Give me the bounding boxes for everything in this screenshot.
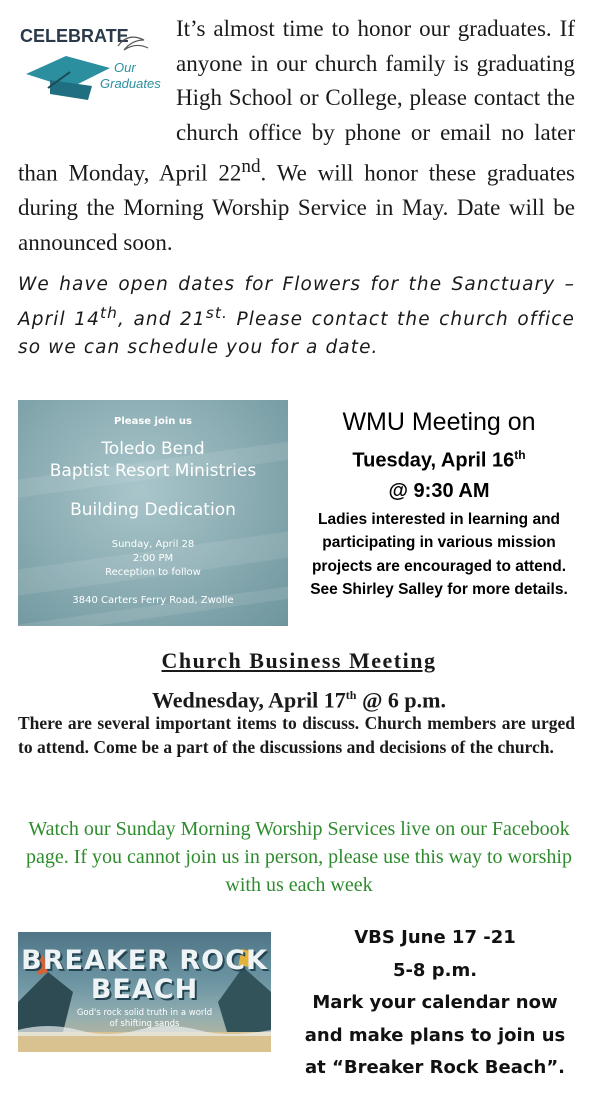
graduates-announcement: It’s almost time to honor our graduates. If anyone in our church family is graduating High School or College, please contact the church office by phone or email no later than Monday, April 22nd. We will honor these graduates during the Morning Worship Service in May. Date will be announced soon. (18, 16, 576, 255)
wmu-date: Tuesday, April 16th (352, 448, 526, 472)
vbs-logo-tagline: God's rock solid truth in a world of shifting sands (76, 1008, 213, 1029)
facebook-livestream-note: Watch our Sunday Morning Worship Services live on our Facebook page. If you cannot join us in person, please use this way to worship with us each week (25, 818, 572, 896)
building-dedication-flyer (18, 400, 288, 626)
vbs-line-4: and make plans to join us (304, 1024, 566, 1046)
logo-word-our: Our (114, 60, 136, 75)
vbs-dates: VBS June 17 -21 (354, 927, 516, 948)
wmu-title: WMU Meeting on (342, 408, 536, 436)
logo-word-graduates: Graduates (100, 76, 161, 91)
wmu-description: Ladies interested in learning and participating in various mission projects are encouraged to attend. See Shirley Salley for more details. (310, 510, 568, 599)
wmu-time: @ 9:30 AM (388, 479, 490, 502)
vbs-announcement (290, 922, 580, 1085)
vbs-logo-title: BREAKER ROCK BEACH (21, 945, 268, 1005)
business-meeting-description: There are several important items to discuss. Church members are urged to attend. Come be a part of the discussions and decisions of the church. (18, 713, 575, 757)
wmu-meeting (298, 400, 580, 602)
flyer-details: Sunday, April 28 2:00 PM Reception to follow (105, 539, 201, 578)
flyer-invite: Please join us (114, 416, 192, 427)
vbs-time: 5-8 p.m. (392, 959, 478, 981)
flyer-title: Toledo Bend Baptist Resort Ministries (49, 439, 257, 481)
logo-word-celebrate: CELEBRATE (20, 26, 129, 46)
breaker-rock-beach-logo (18, 932, 271, 1052)
vbs-line-5: at “Breaker Rock Beach”. (305, 1057, 565, 1078)
business-meeting-heading: Church Business Meeting (161, 648, 437, 673)
business-meeting-date: Wednesday, April 17th @ 6 p.m. (152, 687, 446, 713)
flyer-dedication: Building Dedication (70, 500, 236, 520)
flowers-announcement: We have open dates for Flowers for the Sanctuary – April 14th, and $21^{st.}$ Please contact the church office so we can schedule you for a date. (18, 274, 575, 359)
vbs-line-3: Mark your calendar now (312, 992, 558, 1013)
flyer-address: 3840 Carters Ferry Road, Zwolle (72, 595, 234, 606)
